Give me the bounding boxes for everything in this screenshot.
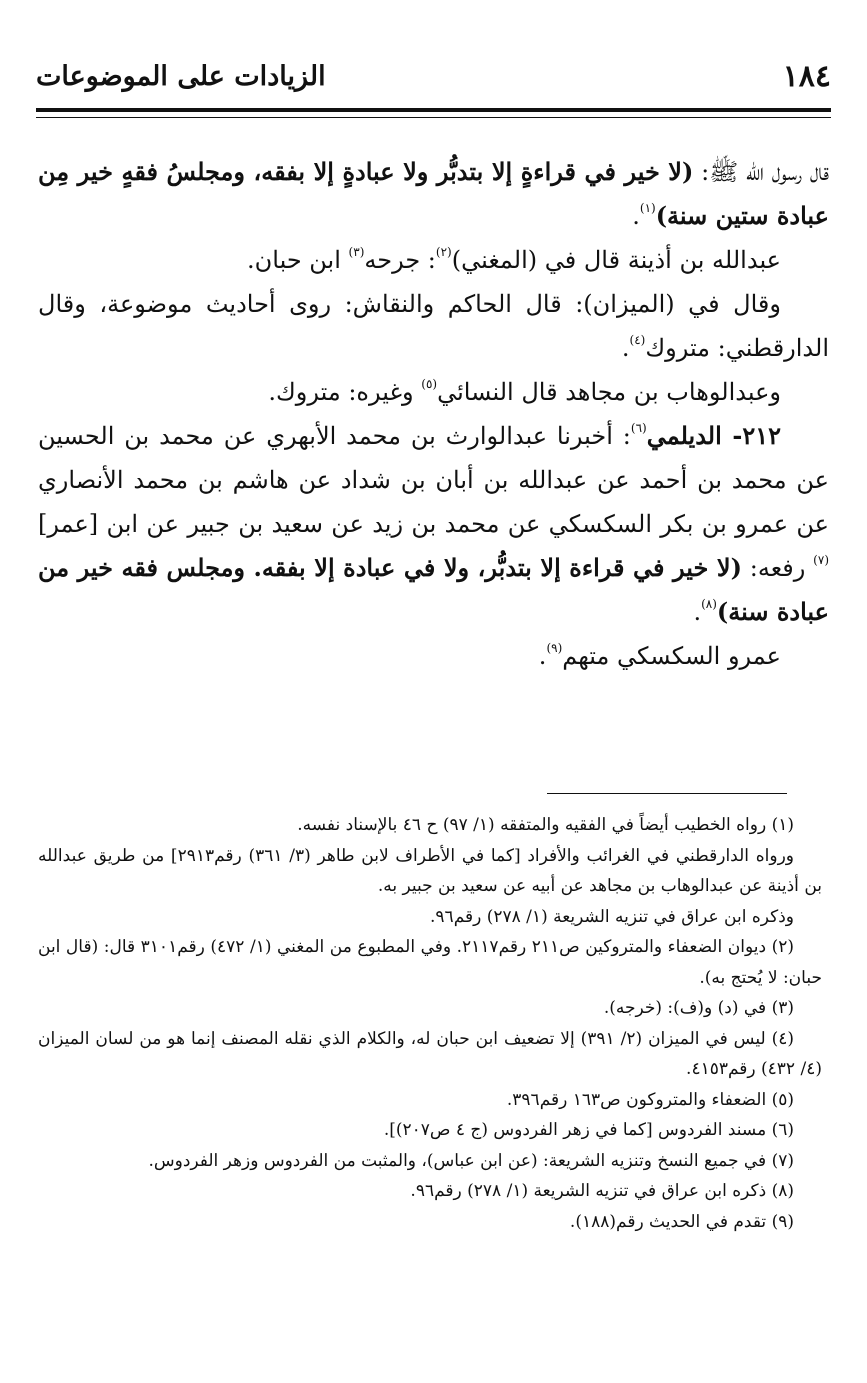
footnote-ref-2[interactable]: (٢): [435, 245, 452, 259]
footnote-4: (٤) ليس في الميزان (٢/ ٣٩١) إلا تضعيف ابن حبان له، والكلام الذي نقله المصنف إنما هو من لسان الميزان (٤/ ٤٣٢) رقم٤١٥٣.: [38, 1028, 822, 1079]
page-number: ١٨٤: [782, 58, 831, 94]
footnote-ref-4[interactable]: (٤): [629, 333, 646, 347]
footnote-1-cont: ورواه الدارقطني في الغرائب والأفراد [كما في الأطراف لابن طاهر (٣/ ٣٦١) رقم٢٩١٣] من طريق عبدالله بن أذينة عن عبدالوهاب بن مجاهد عن أبيه عن سعيد بن جبير به.: [38, 845, 822, 896]
paragraph-hadith-1: قال رسول الله ﷺ: (لا خير في قراءةٍ إلا بتدبُّر ولا عبادةٍ إلا بفقه، ومجلسُ فقهٍ خير مِن عبادة ستين سنة)$^{(١)}$.: [38, 157, 830, 230]
paragraph-hadith-212: ٢١٢- الديلمي$^{(٦)}$: أخبرنا عبدالوارث بن محمد الأبهري عن محمد بن الحسين عن محمد بن أحمد عن عبدالله بن أبان بن شداد عن هاشم بن محمد الأنصاري عن عمرو بن بكر السكسكي عن محمد بن زيد عن سعيد بن جبير عن ابن [عمر]$^{(٧)}$ رفعه: (لا خير في قراءة إلا بتدبُّر، ولا في عبادة إلا بفقه. ومجلس فقه خير من عبادة سنة)$^{(٨)}$.: [38, 421, 830, 626]
footnote-3: (٣) في (د) و(ف): (خرجه).: [603, 998, 794, 1018]
footnote-8: (٨) ذكره ابن عراق في تنزيه الشريعة (١/ ٢٧٨) رقم٩٦.: [410, 1181, 794, 1201]
hadith-intro: قال رسول الله ﷺ:: [693, 158, 830, 186]
footnotes: [38, 810, 822, 1237]
footnote-ref-3[interactable]: (٣): [348, 245, 365, 259]
paragraph-narrator-3: عمرو السكسكي متهم$^{(٩)}$.: [538, 641, 781, 670]
footnote-ref-8[interactable]: (٨): [701, 597, 717, 611]
paragraph-narrator-2: وعبدالوهاب بن مجاهد قال النسائي$^{(٥)}$ وغيره: متروك.: [268, 377, 781, 406]
footnote-ref-1[interactable]: (١): [639, 201, 656, 215]
footnote-ref-5[interactable]: (٥): [421, 377, 438, 391]
footnote-ref-7[interactable]: (٧): [813, 553, 829, 567]
header-rule-thin: [36, 117, 831, 118]
hadith-quote: (لا خير في قراءة إلا بتدبُّر، ولا في عبادة إلا بفقه. ومجلس فقه خير من عبادة سنة): [38, 553, 829, 626]
paragraph-mizan: وقال في (الميزان): قال الحاكم والنقاش: روى أحاديث موضوعة، وقال الدارقطني: متروك$^{(٤)}$.: [38, 290, 829, 362]
main-text: [38, 150, 829, 678]
footnote-ref-6[interactable]: (٦): [630, 421, 647, 435]
hadith-number-heading: ٢١٢- الديلمي: [646, 421, 782, 450]
footnote-1: (١) رواه الخطيب أيضاً في الفقيه والمتفقه (١/ ٩٧) ح ٤٦ بالإسناد نفسه.: [297, 815, 794, 835]
footnote-9: (٩) تقدم في الحديث رقم(١٨٨).: [569, 1211, 794, 1232]
footnote-1-cont: وذكره ابن عراق في تنزيه الشريعة (١/ ٢٧٨) رقم٩٦.: [430, 906, 794, 927]
isnad-chain: : أخبرنا عبدالوارث بن محمد الأبهري عن محمد بن الحسين عن محمد بن أحمد عن عبدالله بن أبان بن شداد عن هاشم بن محمد الأنصاري عن عمرو بن بكر السكسكي عن محمد بن زيد عن سعيد بن جبير عن ابن [عمر]: [38, 422, 830, 538]
footnote-7: (٧) في جميع النسخ وتنزيه الشريعة: (عن ابن عباس)، والمثبت من الفردوس وزهر الفردوس.: [148, 1150, 794, 1171]
footnote-5: (٥) الضعفاء والمتروكون ص١٦٣ رقم٣٩٦.: [506, 1089, 794, 1110]
footnote-2: (٢) ديوان الضعفاء والمتروكين ص٢١١ رقم٢١١٧. وفي المطبوع من المغني (١/ ٤٧٢) رقم٣١٠١ قال: (قال ابن حبان: لا يُحتج به).: [38, 937, 822, 988]
page-header: [36, 56, 831, 96]
header-rule-thick: [36, 108, 831, 112]
hadith-quote: (لا خير في قراءةٍ إلا بتدبُّر ولا عبادةٍ إلا بفقه، ومجلسُ فقهٍ خير مِن عبادة ستين سنة): [38, 157, 829, 230]
paragraph-narrator-1: عبدالله بن أذينة قال في (المغني)$^{(٢)}$: جرحه$^{(٣)}$ ابن حبان.: [247, 245, 781, 274]
running-title: الزيادات على الموضوعات: [36, 60, 326, 92]
footnote-ref-9[interactable]: (٩): [546, 641, 563, 655]
footnote-6: (٦) مسند الفردوس [كما في زهر الفردوس (ج ٤ ص٢٠٧)].: [383, 1120, 794, 1140]
footnote-separator: [547, 793, 787, 794]
